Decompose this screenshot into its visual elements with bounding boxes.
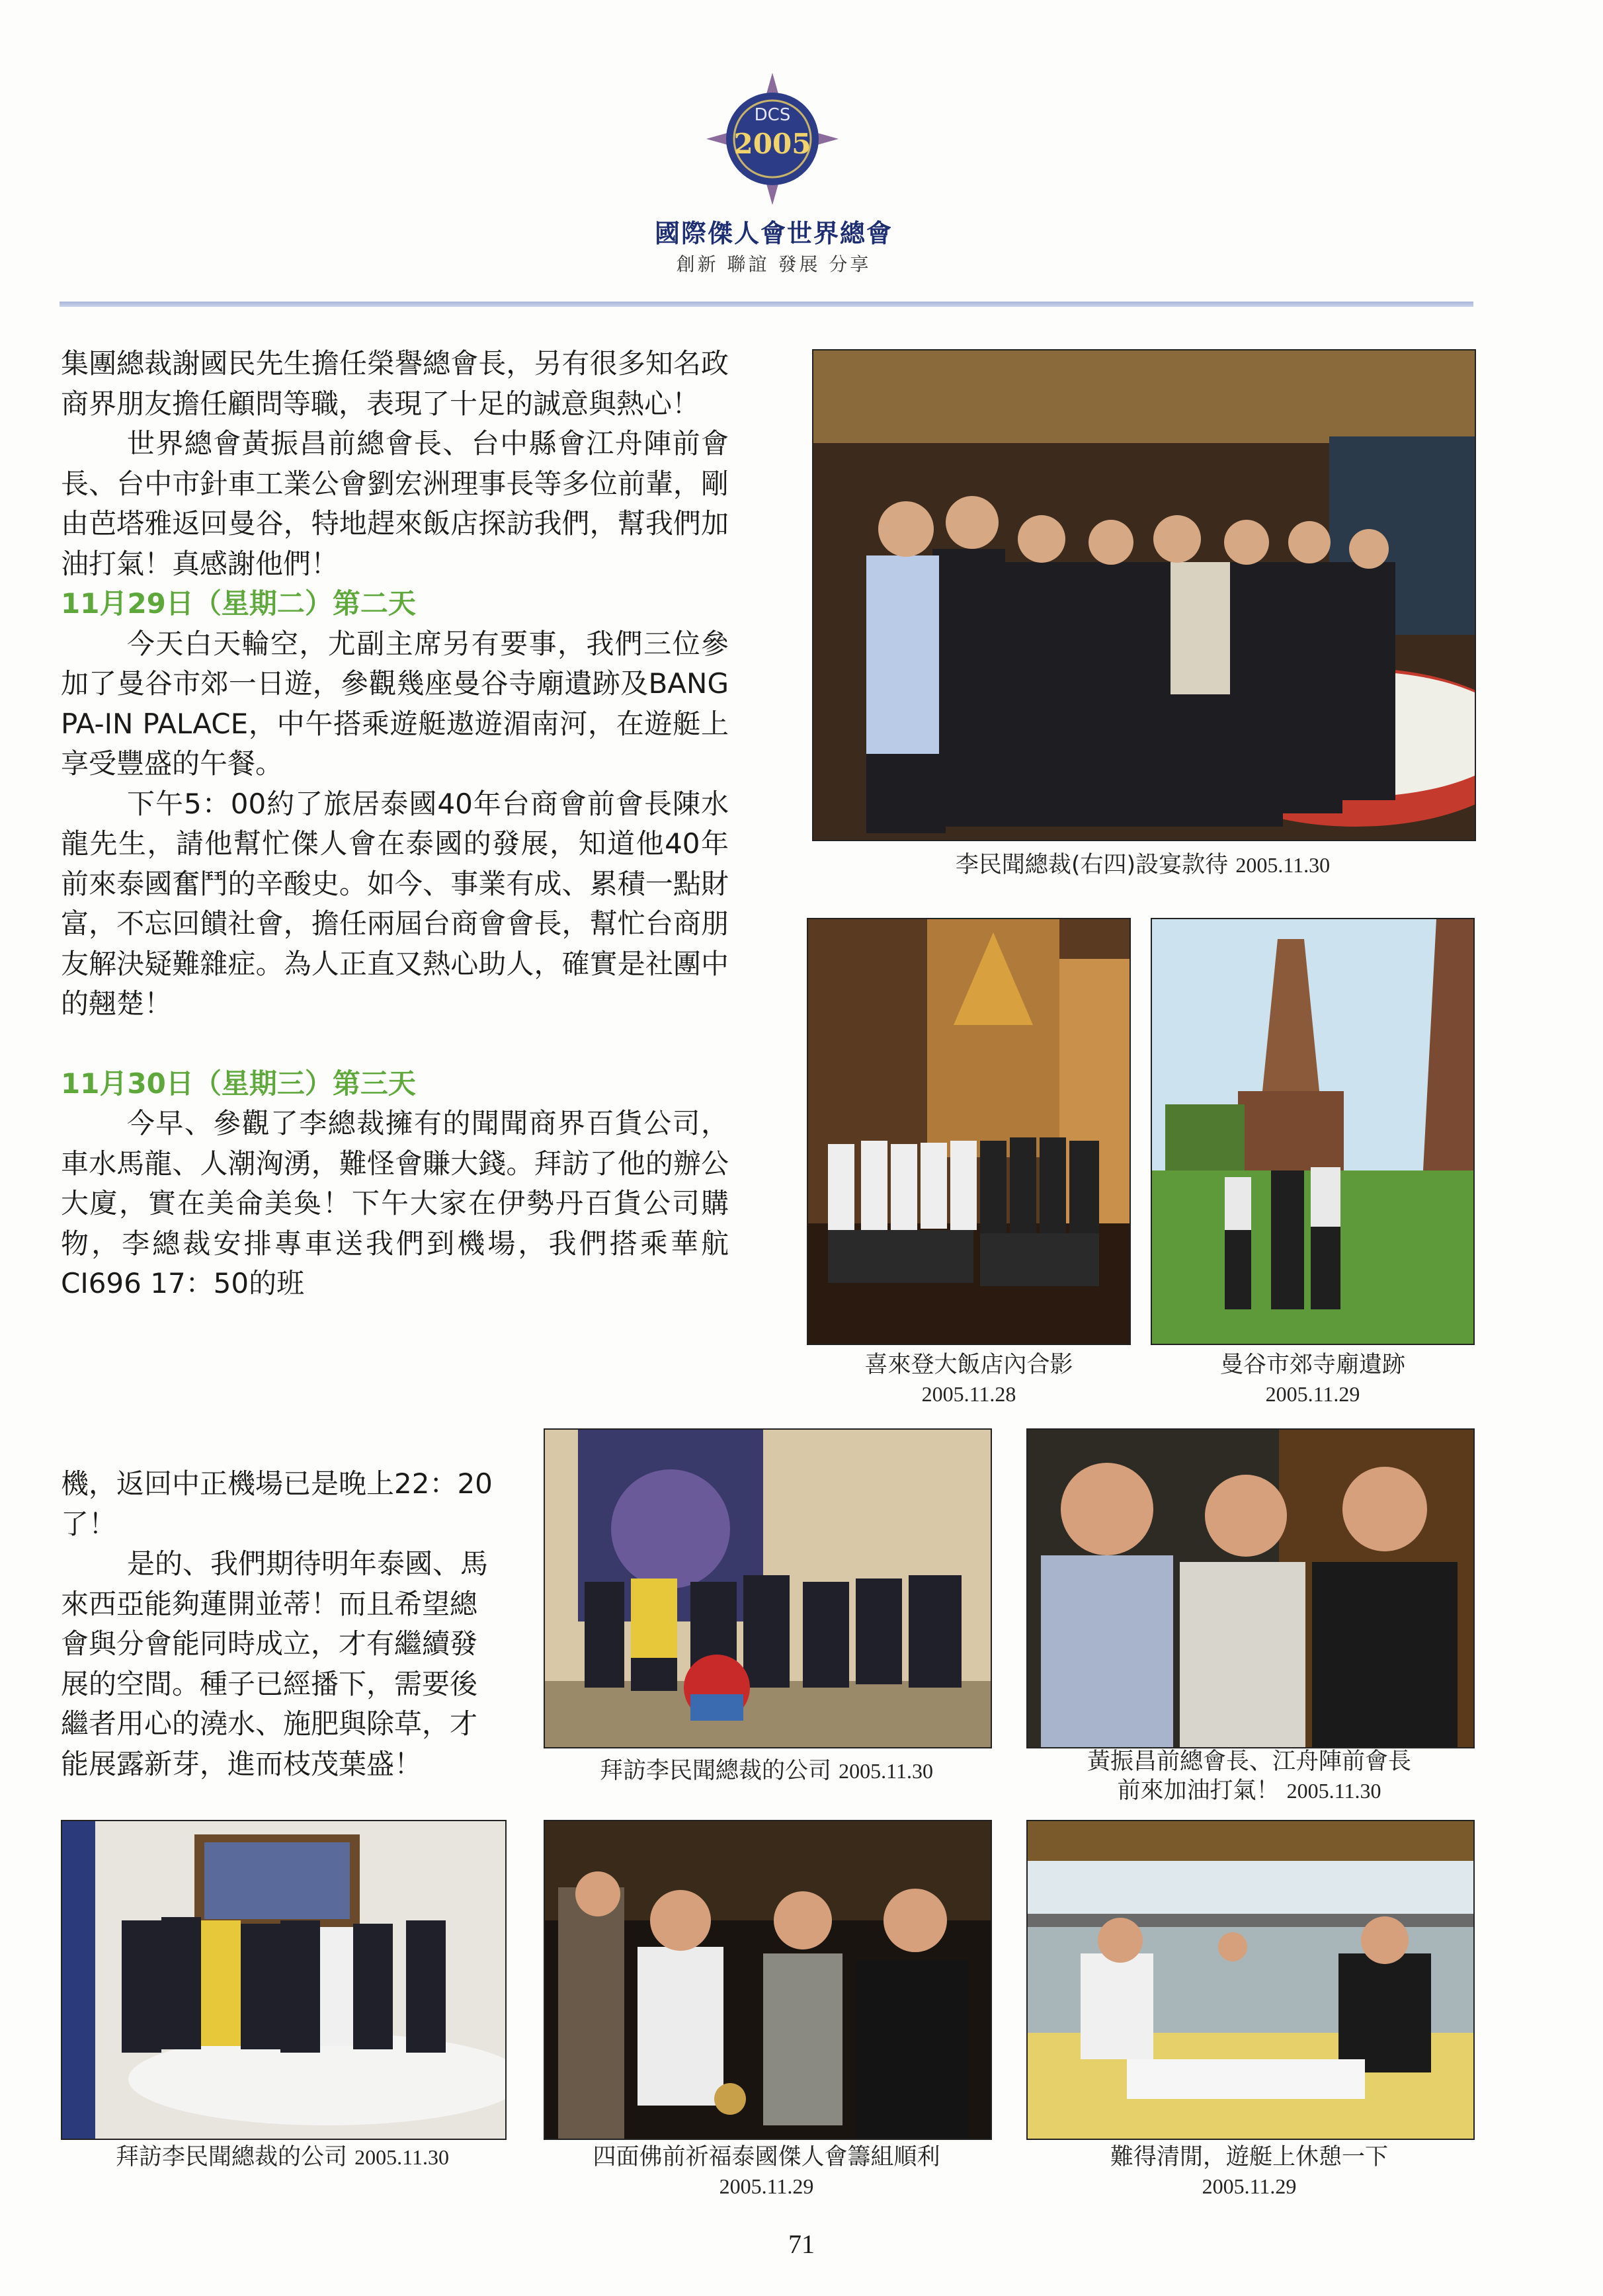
shrine-caption-text: 四面佛前祈福泰國傑人會籌組順利 xyxy=(593,2144,940,2170)
paragraph-6: 是的、我們期待明年泰國、馬來西亞能夠蓮開並蒂！而且希望總會與分會能同時成立，才有繼續發展的空間。種子已經播下，需要後繼者用心的澆水、施肥與除草，才能展露新芽，進而枝茂葉盛！ xyxy=(61,1547,489,1780)
dcs-2005-logo xyxy=(706,73,839,205)
org-name: 國際傑人會世界總會 xyxy=(654,219,893,248)
paragraph-4: 下午5：00約了旅居泰國40年台商會前會長陳水龍先生，請他幫忙傑人會在泰國的發展，知道他40年前來泰國奮鬥的辛酸史。如今、事業有成、累積一點財富，不忘回饋社會，擔任兩屆台商會會長，幫忙台商朋友解決疑難雜症。為人正直又熱心助人，確實是社團中的翹楚！ xyxy=(61,787,729,1020)
yacht-caption xyxy=(1013,2143,1485,2201)
office1-caption-text: 拜訪李民聞總裁的公司 xyxy=(600,1758,832,1784)
day2-heading: 11月29日（星期二）第二天 xyxy=(61,587,416,620)
paragraph-2: 世界總會黃振昌前總會長、台中縣會江舟陣前會長、台中市針車工業公會劉宏洲理事長等多位前輩，剛由芭塔雅返回曼谷，特地趕來飯店探訪我們，幫我們加油打氣！真感謝他們！ xyxy=(61,427,729,580)
office1-caption xyxy=(544,1756,989,1785)
logo-year-text: 2005 xyxy=(733,128,811,160)
yacht-caption-date: 2005.11.29 xyxy=(1202,2174,1297,2198)
hotel-group-photo xyxy=(807,918,1131,1345)
office2-caption xyxy=(54,2143,511,2172)
office1-caption-date: 2005.11.30 xyxy=(839,1759,933,1783)
yacht-caption-text: 難得清閒，遊艇上休憩一下 xyxy=(1110,2144,1388,2170)
cheer-caption-date: 2005.11.30 xyxy=(1286,1779,1381,1803)
paragraph-1: 集團總裁謝國民先生擔任榮譽總會長，另有很多知名政商界朋友擔任顧問等職，表現了十足的誠意與熱心！ xyxy=(61,347,729,420)
banquet-caption-text: 李民聞總裁(右四)設宴款待 xyxy=(955,852,1229,878)
page-number: 71 xyxy=(788,2229,815,2259)
hotel-caption-date: 2005.11.28 xyxy=(921,1382,1016,1406)
header-divider xyxy=(60,302,1473,307)
cheer-caption-line2: 前來加油打氣！ xyxy=(1117,1778,1280,1804)
office2-caption-text: 拜訪李民聞總裁的公司 xyxy=(116,2144,348,2170)
temple-caption-date: 2005.11.29 xyxy=(1265,1382,1360,1406)
temple-ruins-photo xyxy=(1151,918,1475,1345)
banquet-photo xyxy=(812,349,1476,841)
paragraph-3: 今天白天輪空，尤副主席另有要事，我們三位參加了曼谷市郊一日遊，參觀幾座曼谷寺廟遺跡及BANG PA-IN PALACE，中午搭乘遊艇遨遊湄南河，在遊艇上享受豐盛的午餐。 xyxy=(61,627,729,780)
cheer-caption xyxy=(1013,1747,1485,1805)
temple-caption-text: 曼谷市郊寺廟遺跡 xyxy=(1219,1352,1405,1378)
article-column xyxy=(61,344,729,1304)
office-visit-photo-2 xyxy=(61,1820,507,2140)
paragraph-5-tail: 機，返回中正機場已是晚上22：20了！ xyxy=(61,1467,493,1540)
cheer-visit-photo xyxy=(1026,1428,1475,1748)
hotel-caption-text: 喜來登大飯店內合影 xyxy=(864,1352,1073,1378)
hotel-caption xyxy=(794,1350,1144,1409)
yacht-rest-photo xyxy=(1026,1820,1475,2140)
temple-caption xyxy=(1137,1350,1488,1409)
shrine-prayer-photo xyxy=(544,1820,992,2140)
banquet-caption xyxy=(812,850,1473,880)
shrine-caption xyxy=(524,2143,1009,2201)
logo-top-text: DCS xyxy=(754,105,791,125)
article-tail xyxy=(61,1464,497,1784)
banquet-caption-date: 2005.11.30 xyxy=(1235,853,1331,877)
paragraph-5: 今早、參觀了李總裁擁有的聞聞商界百貨公司，車水馬龍、人潮洶湧，難怪會賺大錢。拜訪了他的辦公大廈，實在美侖美奐！下午大家在伊勢丹百貨公司購物，李總裁安排專車送我們到機場，我們搭乘華航CI696 17：50的班 xyxy=(61,1107,729,1299)
shrine-caption-date: 2005.11.29 xyxy=(719,2174,814,2198)
cheer-caption-line1: 黃振昌前總會長、江舟陣前會長 xyxy=(1087,1748,1411,1775)
office2-caption-date: 2005.11.30 xyxy=(354,2145,449,2169)
day3-heading: 11月30日（星期三）第三天 xyxy=(61,1067,416,1100)
office-visit-photo-1 xyxy=(544,1428,992,1748)
motto: 創新 聯誼 發展 分享 xyxy=(676,253,872,275)
